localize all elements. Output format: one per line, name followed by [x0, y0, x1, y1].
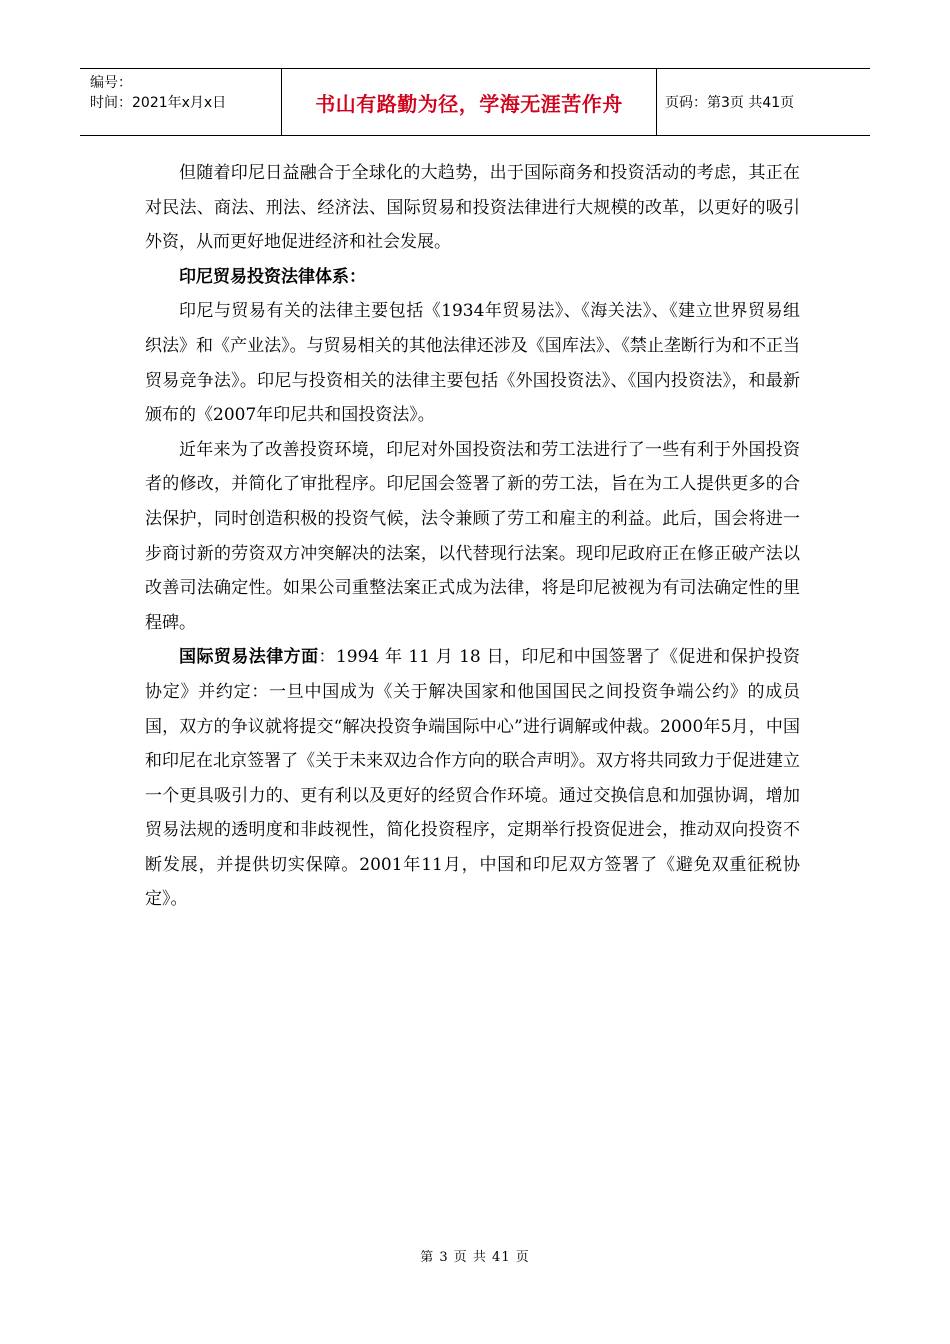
paragraph-international-trade-text: ：1994 年 11 月 18 日，印尼和中国签署了《促进和保护投资协定》并约定：一旦中国成为《关于解决国家和他国国民之间投资争端公约》的成员国，双方的争议就将提交“解决投资争端国际中心”进行调解或仲裁。2000年5月，中国和印尼在北京签署了《关于未来双边合作方向的联合声明》。双方将共同致力于促进建立一个更具吸引力的、更有利以及更好的经贸合作环境。通过交换信息和加强协调，增加贸易法规的透明度和非歧视性，简化投资程序，定期举行投资促进会，推动双向投资不断发展，并提供切实保障。2001年11月，中国和印尼双方签署了《避免双重征税协定》。	[145, 647, 801, 910]
header-page-info-cell	[657, 69, 870, 135]
header-meta	[80, 69, 282, 135]
paragraph-intro: 但随着印尼日益融合于全球化的大趋势，出于国际商务和投资活动的考虑，其正在对民法、商法、刑法、经济法、国际贸易和投资法律进行大规模的改革，以更好的吸引外资，从而更好地促进经济和社会发展。	[145, 163, 800, 253]
page-footer: 第 3 页 共 41 页	[420, 1250, 530, 1265]
paragraph-international-trade	[145, 640, 800, 917]
section-heading-legal-system: 印尼贸易投资法律体系：	[179, 266, 366, 287]
paragraph-trade-laws: 印尼与贸易有关的法律主要包括《1934年贸易法》、《海关法》、《建立世界贸易组织法》和《产业法》。与贸易相关的其他法律还涉及《国库法》、《禁止垄断行为和不正当贸易竞争法》。印尼与投资相关的法律主要包括《外国投资法》、《国内投资法》，和最新颁布的《2007年印尼共和国投资法》。	[145, 301, 800, 426]
header-page-info: 页码：第3页 共41页	[665, 95, 795, 111]
document-number-label: 编号：	[90, 75, 132, 91]
page-header	[80, 68, 870, 136]
header-motto: 书山有路勤为径，学海无涯苦作舟	[315, 91, 623, 116]
paragraph-reforms: 近年来为了改善投资环境，印尼对外国投资法和劳工法进行了一些有利于外国投资者的修改，并简化了审批程序。印尼国会签署了新的劳工法，旨在为工人提供更多的合法保护，同时创造积极的投资气候，法令兼顾了劳工和雇主的利益。此后，国会将进一步商讨新的劳资双方冲突解决的法案，以代替现行法案。现印尼政府正在修正破产法以改善司法确定性。如果公司重整法案正式成为法律，将是印尼被视为有司法确定性的里程碑。	[145, 439, 800, 633]
document-body	[145, 156, 800, 917]
paragraph-lead-bold: 国际贸易法律方面	[179, 647, 319, 668]
header-motto-cell	[282, 69, 657, 135]
document-date: 时间：2021年x月x日	[90, 95, 227, 111]
